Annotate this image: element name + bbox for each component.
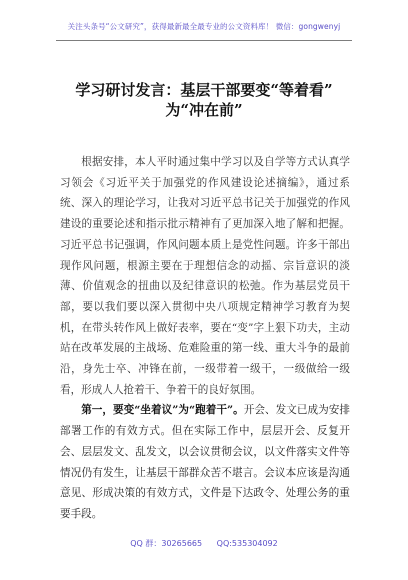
document-title (40, 80, 368, 120)
header-divider (56, 40, 352, 41)
paragraph-2 (60, 400, 350, 524)
footer-contact (0, 538, 408, 549)
title-line-2: 为“冲在前” (165, 101, 243, 119)
paragraph-1: 根据安排，本人平时通过集中学习以及自学等方式认真学习领会《习近平关于加强党的作风建设论述摘编》，通过系统、深入的理论学习，让我对习近平总书记关于加强党的作风建设的重要论述和指示批示精神有了更加深入地了解和把握。习近平总书记强调，作风问题本质上是党性问题。许多干部出现作风问题，根源主要在于理想信念的动摇、宗旨意识的淡薄、价值观念的扭曲以及纪律意识的松弛。作为基层党员干部，要以我们要以深入贯彻中央八项规定精神学习教育为契机，在带头转作风上做好表率，要在“变”字上狠下功夫，主动站在改革发展的主战场、危难险重的第一线、重大斗争的最前沿，身先士卒、冲锋在前，一级带着一级干，一级做给一级看，形成人人抢着干、争着干的良好氛围。 (60, 156, 350, 396)
footer-qq-group: QQ 群：30265665 (130, 539, 203, 548)
paragraph-2-text: 开会、发文已成为安排部署工作的有效方式。但在实际工作中，层层开会、反复开会、层层发文、乱发文，以会议贯彻会议，以文件落实文件等情况仍有发生，让基层干部群众苦不堪言。会议本应该是沟通意见、形成决策的有效方式，文件是下达政令、处理公务的重要手段。 (60, 404, 351, 520)
footer-qq: QQ:535304092 (216, 539, 278, 548)
title-line-1: 学习研讨发言：基层干部要变“等着看” (75, 81, 333, 99)
document-body (60, 152, 350, 525)
paragraph-2-lead: 第一，要变“坐着议”为“跑着干”。 (81, 404, 244, 417)
header-banner: 关注头条号“公文研究”，获得最新最全最专业的公文资料库！ 微信：gongwenyj (67, 22, 341, 31)
